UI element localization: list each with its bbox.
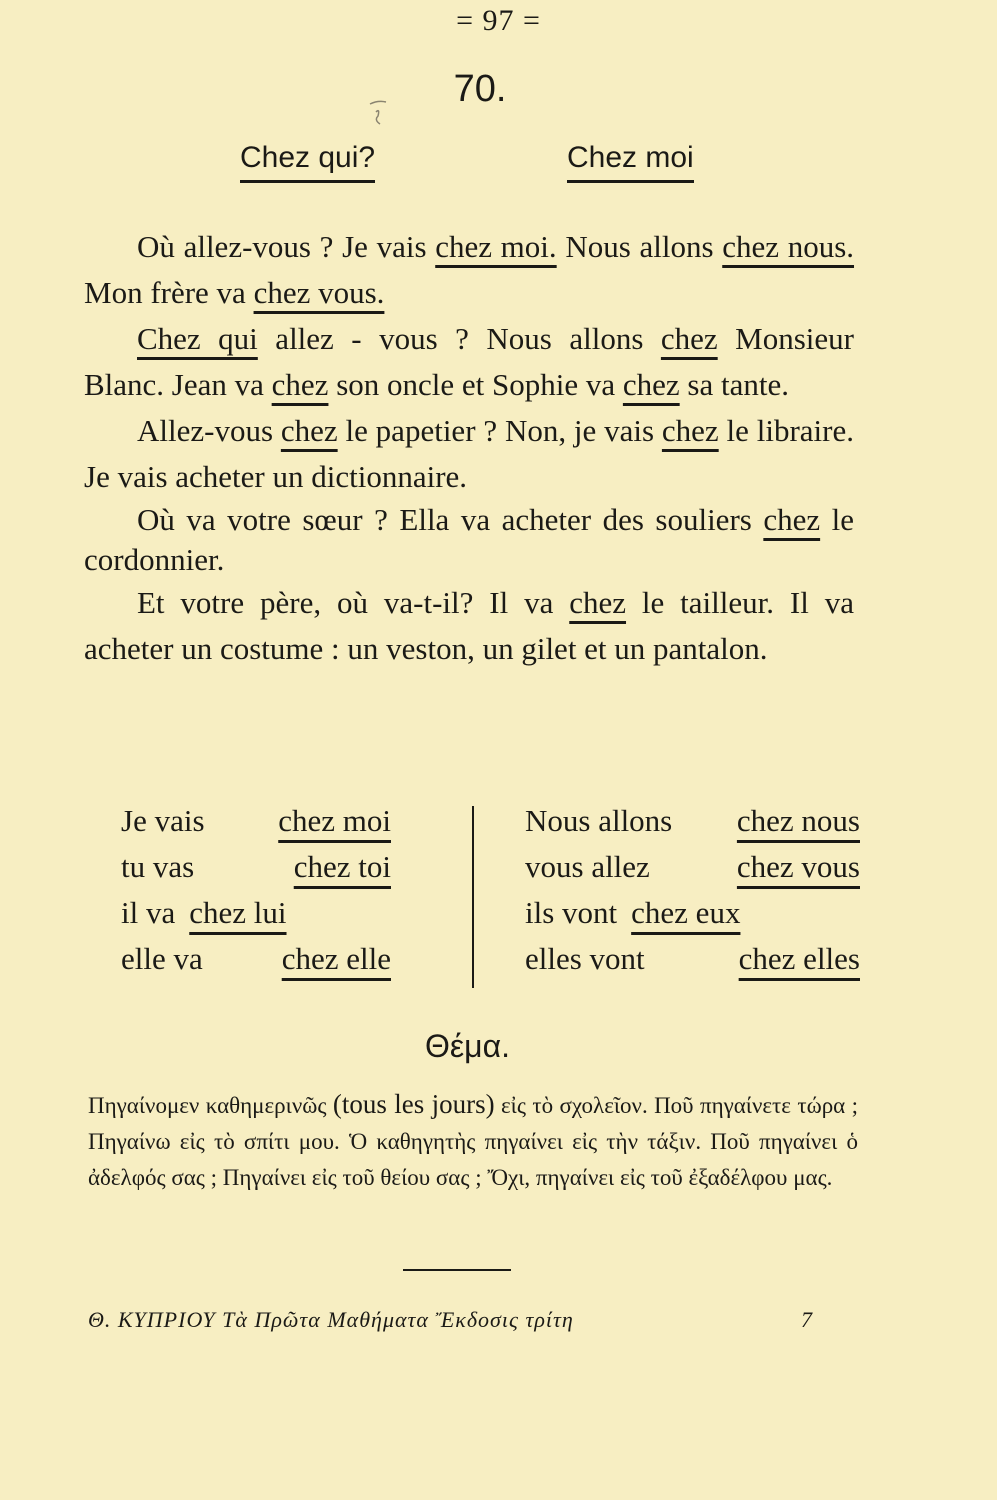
text-span: Πηγαίνομεν καθημερινῶς — [88, 1093, 333, 1118]
conjugation-phrase: chez nous — [736, 803, 860, 838]
paragraph-5 — [84, 580, 854, 672]
underlined-phrase: chez — [661, 413, 719, 448]
conjugation-subject: ils vont — [525, 895, 618, 930]
conjugation-phrase: chez moi — [278, 803, 391, 838]
conjugation-phrase: chez eux — [631, 895, 741, 930]
conjugation-phrase: chez elle — [281, 941, 391, 976]
paragraph-2 — [84, 316, 854, 408]
text-span: sa tante. — [679, 367, 789, 402]
conjugation-subject: elles vont — [525, 941, 645, 976]
ink-mark-icon — [366, 98, 392, 130]
conjugation-phrase: chez vous — [736, 849, 860, 884]
conjugation-subject: Je vais — [121, 803, 205, 838]
underlined-phrase: chez moi. — [435, 229, 557, 264]
paragraph-3 — [84, 408, 854, 500]
column-divider — [472, 806, 474, 988]
paragraph-1 — [84, 224, 854, 316]
text-span: le cordonnier. — [84, 502, 855, 577]
conjugation-subject: il va — [121, 895, 176, 930]
footer — [88, 1307, 813, 1333]
text-span: allez - vous ? Nous allons — [257, 321, 661, 356]
paragraph-4 — [84, 500, 854, 580]
underlined-phrase: chez nous. — [722, 229, 855, 264]
conjugation-row — [525, 844, 860, 890]
underlined-phrase: chez — [280, 413, 338, 448]
exercise-text — [88, 1086, 858, 1196]
conjugation-row — [525, 936, 860, 982]
conjugation-row — [121, 798, 391, 844]
text-span: son oncle et Sophie va — [328, 367, 623, 402]
text-span: Où va votre sœur ? Ella va acheter des souliers — [137, 502, 764, 537]
underlined-phrase: chez vous. — [253, 275, 385, 310]
conjugation-phrase: chez lui — [189, 895, 287, 930]
heading-chez-qui: Chez qui? — [240, 138, 375, 183]
conjugation-phrase: chez elles — [738, 941, 860, 976]
footer-imprint: Θ. ΚΥΠΡΙΟΥ Τὰ Πρῶτα Μαθήματα Ἔκδοσις τρίτη — [88, 1307, 574, 1332]
text-span: εἰς τὸ σχολεῖον. Ποῦ πηγαίνετε τώρα ; Πηγαίνω εἰς τὸ σπίτι μου. Ὁ καθηγητὴς πηγαίνει εἰς τὴν τάξιν. Ποῦ πηγαίνει ὁ ἀδελφός σας ; Πηγαίνει εἰς τοῦ θείου σας ; Ὄχι, πηγαίνει εἰς τοῦ ἐξαδέλφου μας. — [88, 1093, 859, 1190]
lesson-number: 70. — [453, 68, 507, 110]
exercise-title: Θέμα. — [425, 1028, 510, 1064]
conjugation-row — [525, 798, 860, 844]
conjugation-plural — [525, 798, 860, 982]
text-span: Nous allons — [556, 229, 723, 264]
underlined-phrase: chez — [622, 367, 680, 402]
conjugation-subject: elle va — [121, 941, 203, 976]
sheet-number: 7 — [801, 1307, 813, 1332]
heading-chez-moi: Chez moi — [567, 138, 694, 183]
conjugation-subject: Nous allons — [525, 803, 673, 838]
text-span: Allez-vous — [137, 413, 281, 448]
text-span: Monsieur Blanc. Jean va — [84, 321, 855, 402]
conjugation-subject: vous allez — [525, 849, 650, 884]
text-span: le papetier ? Non, je vais — [337, 413, 662, 448]
underlined-phrase: chez — [569, 585, 627, 620]
conjugation-phrase: chez toi — [293, 849, 391, 884]
underlined-phrase: chez — [271, 367, 329, 402]
french-gloss: (tous les jours) — [332, 1089, 495, 1119]
text-span: Où allez-vous ? Je vais — [137, 229, 436, 264]
text-span: Et votre père, où va-t-il? Il va — [137, 585, 570, 620]
underlined-phrase: Chez qui — [137, 321, 258, 356]
conjugation-row — [121, 890, 391, 936]
text-span: le tailleur. Il va acheter un costume : un veston, un gilet et un pantalon. — [84, 585, 854, 666]
separator-rule — [403, 1269, 511, 1271]
conjugation-row — [121, 936, 391, 982]
page-number: = 97 = — [456, 4, 541, 37]
text-span: le libraire. Je vais acheter un dictionnaire. — [84, 413, 854, 494]
underlined-phrase: chez — [763, 502, 821, 537]
conjugation-subject: tu vas — [121, 849, 195, 884]
conjugation-row — [121, 844, 391, 890]
text-span: Mon frère va — [84, 275, 254, 310]
conjugation-singular — [121, 798, 391, 982]
underlined-phrase: chez — [660, 321, 718, 356]
conjugation-row — [525, 890, 860, 936]
lesson-text — [84, 224, 854, 672]
